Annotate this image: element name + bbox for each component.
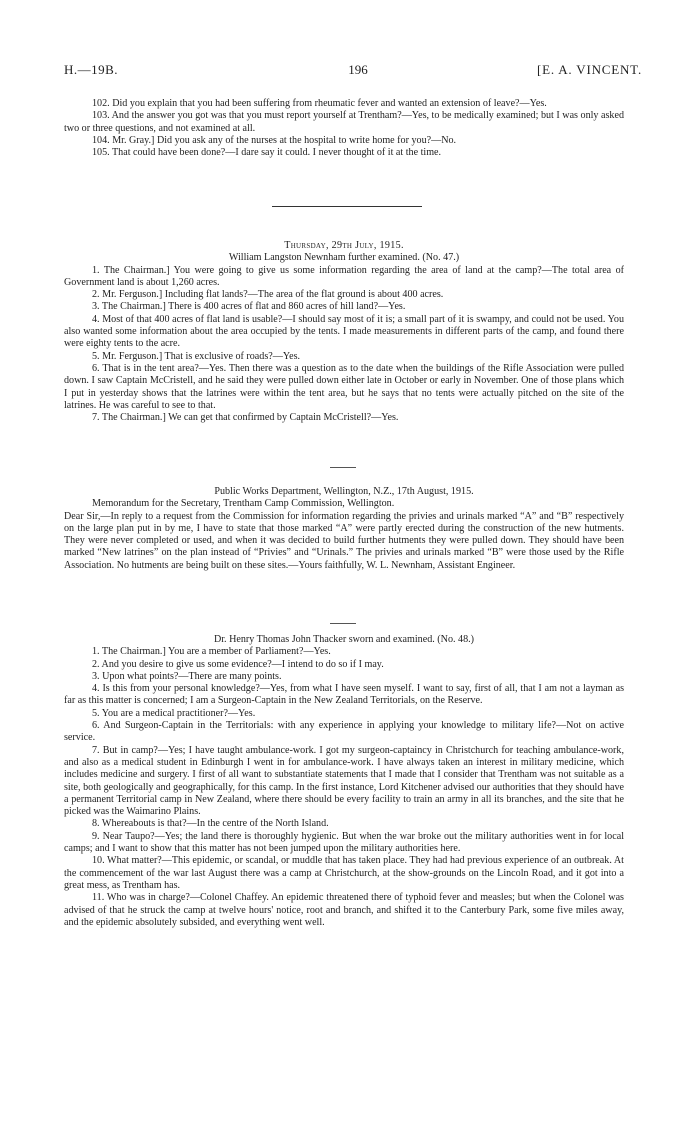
paragraph: 102. Did you explain that you had been suffering from rheumatic fever and wanted an extension of leave?—Yes. <box>92 98 547 109</box>
page-header <box>64 64 642 80</box>
witness-name: [E. A. VINCENT. <box>536 62 642 77</box>
paragraph: 3. The Chairman.] There is 400 acres of flat and 860 acres of hill land?—Yes. <box>92 301 406 313</box>
paragraph: 105. That could have been done?—I dare say it could. I never thought of it at the time. <box>92 147 442 159</box>
session-date: Thursday, 29th July, 1915. <box>284 240 404 251</box>
section-divider <box>272 206 422 207</box>
paragraph: 11. Who was in charge?—Colonel Chaffey. An epidemic threatened there of typhoid fever and measles; but when the Colonel was advised of that he struck the camp at twelve hours' notice, root and branch, and shifted it to the Canterbury Park, some five miles away, and the epidemic absolutely subsided, and everything went well. <box>64 892 624 928</box>
page-number: 196 <box>348 62 368 77</box>
memorandum <box>64 486 624 572</box>
paragraph: 2. Mr. Ferguson.] Including flat lands?—The area of the flat ground is about 400 acres. <box>92 289 444 301</box>
paragraph: 104. Mr. Gray.] Did you ask any of the nurses at the hospital to write home for you?—No. <box>92 134 457 146</box>
paragraph: 7. The Chairman.] We can get that confirmed by Captain McCristell?—Yes. <box>92 412 399 424</box>
paragraph: 4. Most of that 400 acres of flat land is usable?—I should say most of it is; a small part of it is swampy, and could not be used. You also wanted some information about the area occupied by the tents. I made measurements in different parts of the camp, and found there were eighty tents to the acre. <box>64 313 624 350</box>
vincent-continued <box>64 98 624 159</box>
thacker-section <box>64 634 624 929</box>
memo-body: Dear Sir,—In reply to a request from the Commission for information regarding the privies and urinals marked “A” and “B” respectively on the large plan put in by me, I have to state that those marked “A” were partly erected during the construction of the new hutments. They were never completed or used, and when it was decided to build further hutments they were pulled down. They should have been marked “New latrines” on the plan instead of “Privies” and “Urinals.” The privies and urinals marked “B” were those used by the Rifle Association. No hutments are being built on these sites.—Yours faithfully, W. L. Newnham, Assistant Engineer. <box>64 510 624 571</box>
memo-dateline: Public Works Department, Wellington, N.Z., 17th August, 1915. <box>214 486 474 497</box>
paragraph: 8. Whereabouts is that?—In the centre of the North Island. <box>92 818 329 830</box>
paragraph: 5. You are a medical practitioner?—Yes. <box>92 707 256 719</box>
witness-heading: William Langston Newnham further examined. (No. 47.) <box>228 252 460 264</box>
paragraph: 6. That is in the tent area?—Yes. Then there was a question as to the date when the buildings of the Rifle Association were pulled down. I saw Captain McCristell, and he said they were pulled down either late in October or early in November. One of those plans which I put in yesterday shows that the latrines were within the tent area, but he says that no tents were actually pitched on the site of the latrines. He was careful to see to that. <box>64 362 624 411</box>
short-divider <box>330 623 356 624</box>
report-code: H.—19B. <box>64 62 119 77</box>
paragraph: 2. And you desire to give us some evidence?—I intend to do so if I may. <box>92 658 384 670</box>
witness-heading: Dr. Henry Thomas John Thacker sworn and examined. (No. 48.) <box>213 634 475 645</box>
short-divider <box>330 467 356 468</box>
paragraph: 4. Is this from your personal knowledge?—Yes, from what I have seen myself. I want to say, first of all, that I am not a layman as far as this matter is concerned; I am a Surgeon-Captain in the New Zealand Territorials, on the Reserve. <box>64 683 624 707</box>
paragraph: 10. What matter?—This epidemic, or scandal, or muddle that has taken place. They had had previous experience of an outbreak. At the commencement of the war last August there was a camp at Christchurch, at the show-grounds on the Lincoln Road, and it got into a great mess, as Trentham has. <box>64 855 624 891</box>
newnham-section <box>64 240 624 424</box>
paragraph: 1. The Chairman.] You were going to give us some information regarding the area of land at the camp?—The total area of Government land is about 1,260 acres. <box>64 264 624 288</box>
memo-recipient: Memorandum for the Secretary, Trentham Camp Commission, Wellington. <box>92 498 395 510</box>
paragraph: 7. But in camp?—Yes; I have taught ambulance-work. I got my surgeon-captaincy in Christchurch for teaching ambulance-work, and also as a medical student in Edinburgh I went in for ambulance-work. I have always taken an interest in military medicine, which includes medicine and surgery. I first of all want to substantiate statements that I made that I consider that Trentham was not suitable as a site, both geologically and geographically, for this camp. In the first instance, Lord Kitchener advised our authorities that they should have a permanent Territorial camp in New Zealand, where there should be every facility to train an army in all its branches, and the site that he picked was the Waimarino Plains. <box>64 744 624 818</box>
paragraph: 3. Upon what points?—There are many points. <box>92 670 282 682</box>
paragraph: 6. And Surgeon-Captain in the Territorials: with any experience in applying your knowledge to military life?—Not on active service. <box>64 720 624 744</box>
paragraph: 5. Mr. Ferguson.] That is exclusive of roads?—Yes. <box>92 350 301 362</box>
paragraph: 103. And the answer you got was that you must report yourself at Trentham?—Yes, to be medically examined; but I was only asked two or three questions, and not examined at all. <box>64 110 624 134</box>
paragraph: 1. The Chairman.] You are a member of Parliament?—Yes. <box>92 646 331 658</box>
paragraph: 9. Near Taupo?—Yes; the land there is thoroughly hygienic. But when the war broke out the military authorities went in for local camps; and I want to show that this matter has not been jumped upon the military authorities here. <box>64 830 624 855</box>
